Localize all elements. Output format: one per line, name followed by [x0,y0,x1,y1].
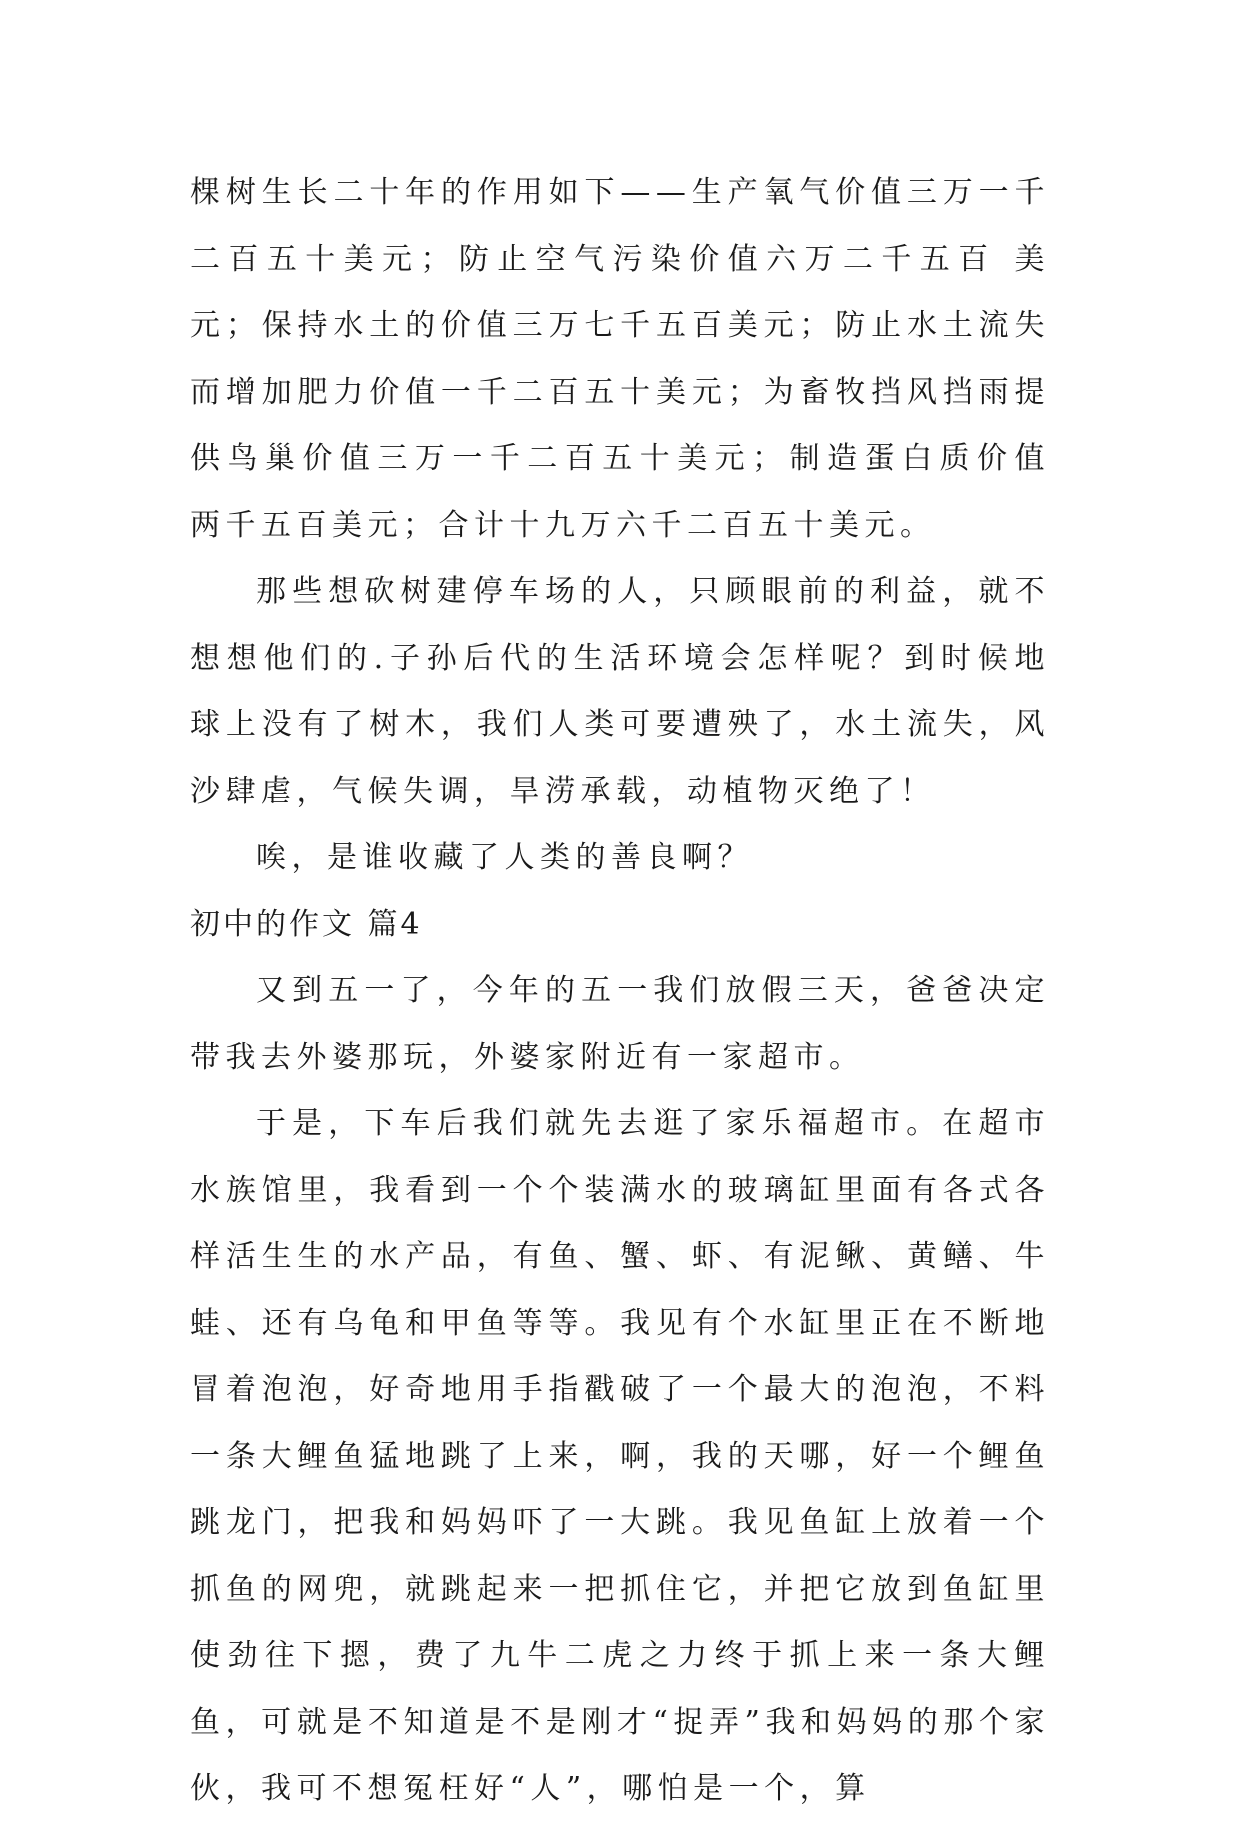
paragraph-may-day: 又到五一了，今年的五一我们放假三天，爸爸决定带我去外婆那玩，外婆家附近有一家超市。 [190,973,1050,1075]
paragraph-kindness: 唉，是谁收藏了人类的善良啊？ [256,840,753,875]
document-body [190,160,1050,1823]
paragraph-parking-lot: 那些想砍树建停车场的人，只顾眼前的利益，就不想想他们的.子孙后代的生活环境会怎样呢？到时候地球上没有了树木，我们人类可要遭殃了，水土流失，风沙肆虐，气候失调，旱涝承载，动植物灭绝了！ [190,574,1050,809]
paragraph-supermarket: 于是，下车后我们就先去逛了家乐福超市。在超市水族馆里，我看到一个个装满水的玻璃缸里面有各式各样活生生的水产品，有鱼、蟹、虾、有泥鳅、黄鳝、牛蛙、还有乌龟和甲鱼等等。我见有个水缸里正在不断地冒着泡泡，好奇地用手指戳破了一个最大的泡泡，不料一条大鲤鱼猛地跳了上来，啊，我的天哪，好一个鲤鱼跳龙门，把我和妈妈吓了一大跳。我见鱼缸上放着一个抓鱼的网兜，就跳起来一把抓住它，并把它放到鱼缸里使劲往下摁，费了九牛二虎之力终于抓上来一条大鲤鱼，可就是不知道是不是刚才“捉弄”我和妈妈的那个家伙，我可不想冤枉好“人”，哪怕是一个，算 [190,1106,1050,1806]
paragraph-tree-value: 棵树生长二十年的作用如下——生产氧气价值三万一千二百五十美元；防止空气污染价值六万二千五百 美元；保持水土的价值三万七千五百美元；防止水土流失而增加肥力价值一千二百五十美元；为畜牧挡风挡雨提供鸟巢价值三万一千二百五十美元；制造蛋白质价值 两千五百美元；合计十九万六千二百五十美元。 [190,175,1050,543]
section-heading: 初中的作文 篇4 [190,906,423,942]
